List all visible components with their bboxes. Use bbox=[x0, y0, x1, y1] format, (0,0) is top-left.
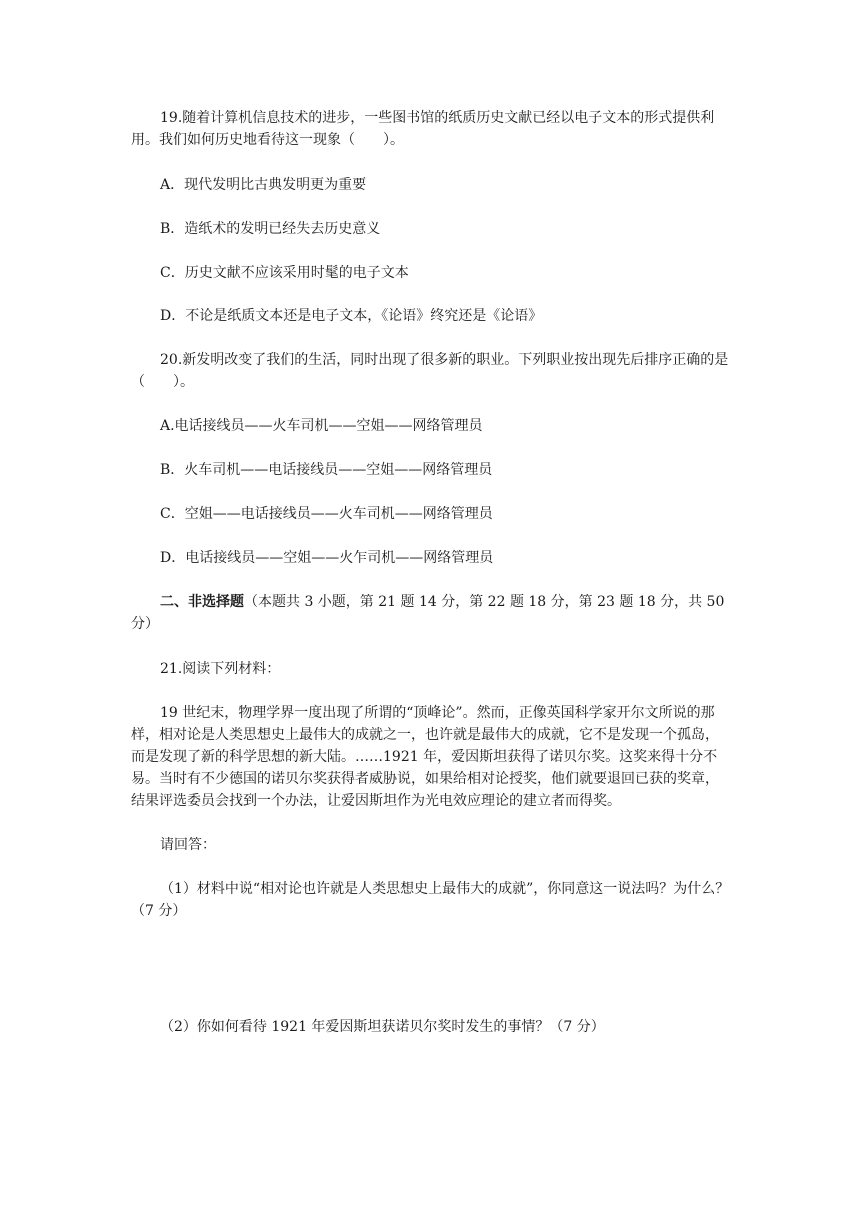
q19-option-c: C．历史文献不应该采用时髦的电子文本 bbox=[160, 265, 409, 281]
q19-option-a: A．现代发明比古典发明更为重要 bbox=[160, 177, 367, 193]
q21-intro: 21.阅读下列材料： bbox=[160, 661, 281, 677]
q20-option-d: D．电话接线员——空姐——火乍司机——网络管理员 bbox=[160, 550, 494, 566]
q21-sub2: （2）你如何看待 1921 年爱因斯坦获诺贝尔奖时发生的事情？（7 分） bbox=[160, 1019, 605, 1035]
q21-prompt: 请回答： bbox=[160, 837, 216, 853]
q20-option-b: B．火车司机——电话接线员——空姐——网络管理员 bbox=[160, 462, 493, 478]
section2-note: （本题共 3 小题，第 21 题 14 分，第 22 题 18 分，第 23 题 18 分，共 50 分） bbox=[131, 594, 725, 632]
q20-option-a: A.电话接线员——火车司机——空姐——网络管理员 bbox=[160, 418, 483, 434]
q21-material: 19 世纪末，物理学界一度出现了所谓的“顶峰论”。然而，正像英国科学家开尔文所说的那样，相对论是人类思想史上最伟大的成就之一，也许就是最伟大的成就，它不是发现一个孤岛，而是发现了新的科学思想的新大陆。……1921 年，爱因斯坦获得了诺贝尔奖。这奖来得十分不易。当时有不少德国的诺贝尔奖获得者威胁说，如果给相对论授奖，他们就要退回已获的奖章，结果评选委员会找到一个办法，让爱因斯坦作为光电效应理论的建立者而得奖。 bbox=[131, 705, 719, 809]
q19-option-b: B．造纸术的发明已经失去历史意义 bbox=[160, 221, 381, 237]
q19-option-d: D．不论是纸质文本还是电子文本，《论语》终究还是《论语》 bbox=[160, 308, 543, 324]
q20-stem: 20.新发明改变了我们的生活，同时出现了很多新的职业。下列职业按出现先后排序正确的是（ ）。 bbox=[131, 352, 729, 390]
q21-sub1: （1）材料中说“相对论也许就是人类思想史上最伟大的成就”，你同意这一说法吗？为什么？（7 分） bbox=[131, 881, 730, 919]
q19-stem: 19.随着计算机信息技术的进步，一些图书馆的纸质历史文献已经以电子文本的形式提供利用。我们如何历史地看待这一现象（ ）。 bbox=[131, 110, 715, 148]
q20-option-c: C．空姐——电话接线员——火车司机——网络管理员 bbox=[160, 506, 493, 522]
section2-heading: 二、非选择题 bbox=[160, 594, 244, 610]
section2-heading-line bbox=[131, 591, 731, 635]
